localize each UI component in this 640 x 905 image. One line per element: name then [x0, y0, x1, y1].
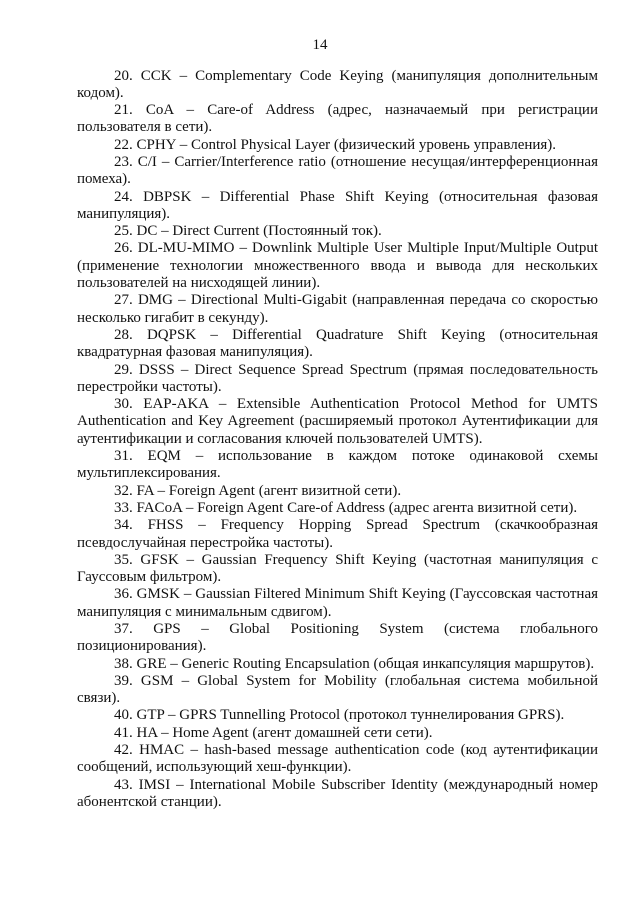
list-item: 23. C/I – Carrier/Interference ratio (отношение несущая/интерференционная помеха).	[77, 153, 598, 188]
list-item: 41. HA – Home Agent (агент домашней сети сети).	[114, 724, 433, 741]
list-item: 25. DC – Direct Current (Постоянный ток).	[114, 223, 382, 240]
list-item: 42. HMAC – hash-based message authentication code (код аутентификации сообщений, использующий хеш-функции).	[77, 742, 598, 776]
list-item: 37. GPS – Global Positioning System (система глобального позиционирования).	[77, 621, 598, 655]
list-item: 28. DQPSK – Differential Quadrature Shift Keying (относительная квадратурная фазовая манипуляция).	[77, 326, 598, 361]
page-number: 14	[312, 37, 328, 53]
list-item: 20. CCK – Complementary Code Keying (манипуляция дополнительным кодом).	[77, 67, 598, 101]
list-item: 32. FA – Foreign Agent (агент визитной сети).	[114, 482, 402, 499]
abbreviation-list	[77, 68, 598, 812]
list-item: 39. GSM – Global System for Mobility (глобальная система мобильной связи).	[77, 672, 598, 707]
list-item: 21. CoA – Care-of Address (адрес, назначаемый при регистрации пользователя в сети).	[77, 102, 598, 136]
list-item: 26. DL-MU-MIMO – Downlink Multiple User Multiple Input/Multiple Output (применение технологии множественного ввода и вывода для нескольких пользователей на нисходящей линии).	[77, 240, 598, 292]
list-item: 22. CPHY – Control Physical Layer (физический уровень управления).	[114, 136, 557, 153]
list-item: 38. GRE – Generic Routing Encapsulation (общая инкапсуляция маршрутов).	[114, 655, 595, 672]
list-item: 33. FACoA – Foreign Agent Care-of Address (адрес агента визитной сети).	[114, 499, 578, 516]
list-item: 43. IMSI – International Mobile Subscriber Identity (международный номер абонентской станции).	[77, 776, 598, 810]
list-item: 35. GFSK – Gaussian Frequency Shift Keying (частотная манипуляция с Гауссовым фильтром).	[77, 551, 598, 586]
list-item: 40. GTP – GPRS Tunnelling Protocol (протокол туннелирования GPRS).	[114, 707, 565, 724]
list-item: 31. EQM – использование в каждом потоке одинаковой схемы мультиплексирования.	[77, 448, 598, 482]
list-item: 29. DSSS – Direct Sequence Spread Spectrum (прямая последовательность перестройки частоты).	[77, 361, 598, 395]
list-item: 24. DBPSK – Differential Phase Shift Keying (относительная фазовая манипуляция).	[77, 188, 598, 222]
list-item: 36. GMSK – Gaussian Filtered Minimum Shift Keying (Гауссовская частотная манипуляция с минимальным сдвигом).	[77, 586, 598, 620]
list-item: 34. FHSS – Frequency Hopping Spread Spectrum (скачкообразная псевдослучайная перестройка частоты).	[77, 517, 598, 551]
list-item: 30. EAP-AKA – Extensible Authentication Protocol Method for UMTS Authentication and Key Agreement (расширяемый протокол Аутентификации для аутентификации и согласования ключей пользователей UMTS).	[77, 396, 598, 447]
list-item: 27. DMG – Directional Multi-Gigabit (направленная передача со скоростью несколько гигабит в секунду).	[77, 292, 598, 326]
